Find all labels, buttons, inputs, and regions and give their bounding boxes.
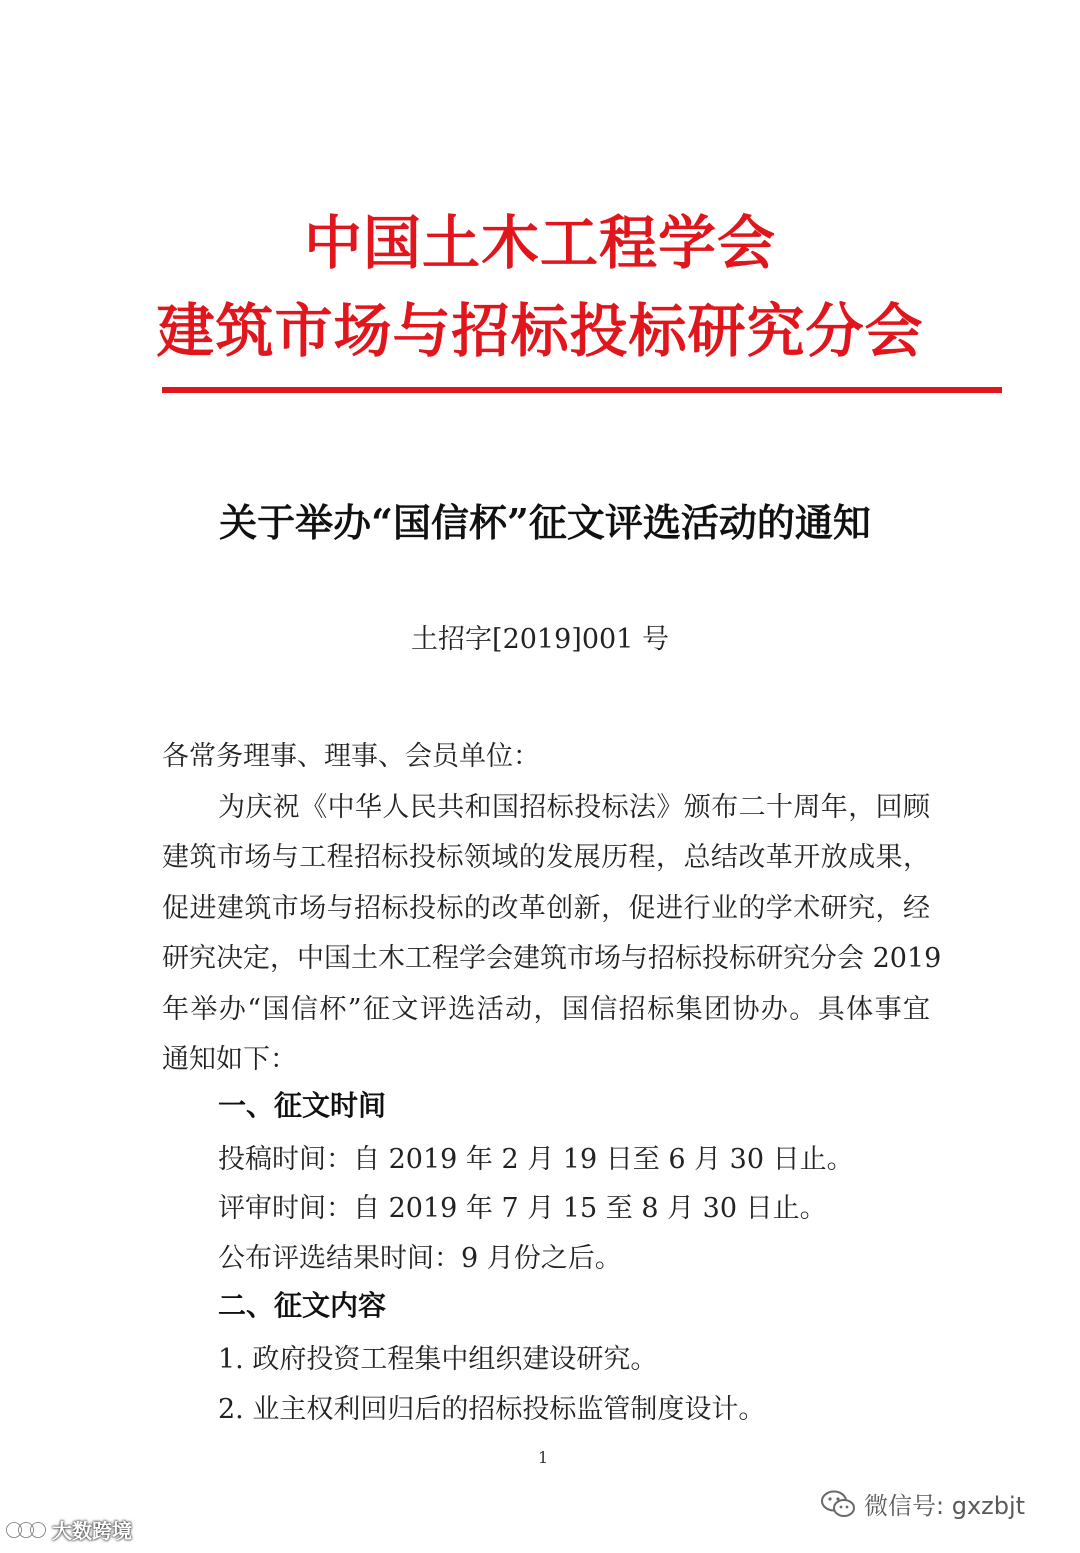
watermark-left [6, 1515, 132, 1544]
section1-heading: 一、征文时间 [218, 1089, 387, 1122]
salutation: 各常务理事、理事、会员单位： [162, 741, 540, 772]
section1-line-1: 投稿时间：自 2019 年 2 月 19 日至 6 月 30 日止。 [218, 1144, 854, 1175]
section1-line-3: 公布评选结果时间：9 月份之后。 [218, 1243, 622, 1274]
header-divider [162, 387, 1002, 393]
section2-line-2: 2. 业主权利回归后的招标投标监管制度设计。 [218, 1394, 766, 1425]
watermark-right-text: 微信号: gxzbjt [864, 1492, 1026, 1520]
document-title: 关于举办“国信杯”征文评选活动的通知 [219, 500, 871, 545]
watermark-right [820, 1486, 1025, 1521]
watermark-left-text: 大数跨境 [52, 1519, 132, 1543]
intro-line-3: 促进建筑市场与招标投标的改革创新，促进行业的学术研究，经 [162, 893, 930, 924]
wechat-icon [820, 1489, 856, 1519]
intro-line-2: 建筑市场与工程招标投标领域的发展历程，总结改革开放成果， [162, 842, 930, 873]
intro-line-6: 通知如下： [162, 1044, 297, 1075]
org-name-line2: 建筑市场与招标投标研究分会 [156, 297, 924, 365]
org-name-line1: 中国土木工程学会 [303, 209, 776, 277]
section2-heading: 二、征文内容 [218, 1289, 387, 1322]
section2-line-1: 1. 政府投资工程集中组织建设研究。 [218, 1344, 658, 1375]
intro-line-4: 研究决定，中国土木工程学会建筑市场与招标投标研究分会 2019 [162, 943, 942, 974]
page-number: 1 [538, 1448, 549, 1467]
intro-line-5: 年举办“国信杯”征文评选活动，国信招标集团协办。具体事宜 [162, 994, 930, 1025]
brand-logo-icon [6, 1518, 46, 1542]
section1-line-2: 评审时间：自 2019 年 7 月 15 至 8 月 30 日止。 [218, 1193, 827, 1224]
document-number: 土招字[2019]001 号 [411, 624, 669, 655]
intro-line-1: 为庆祝《中华人民共和国招标投标法》颁布二十周年，回顾 [218, 792, 930, 823]
